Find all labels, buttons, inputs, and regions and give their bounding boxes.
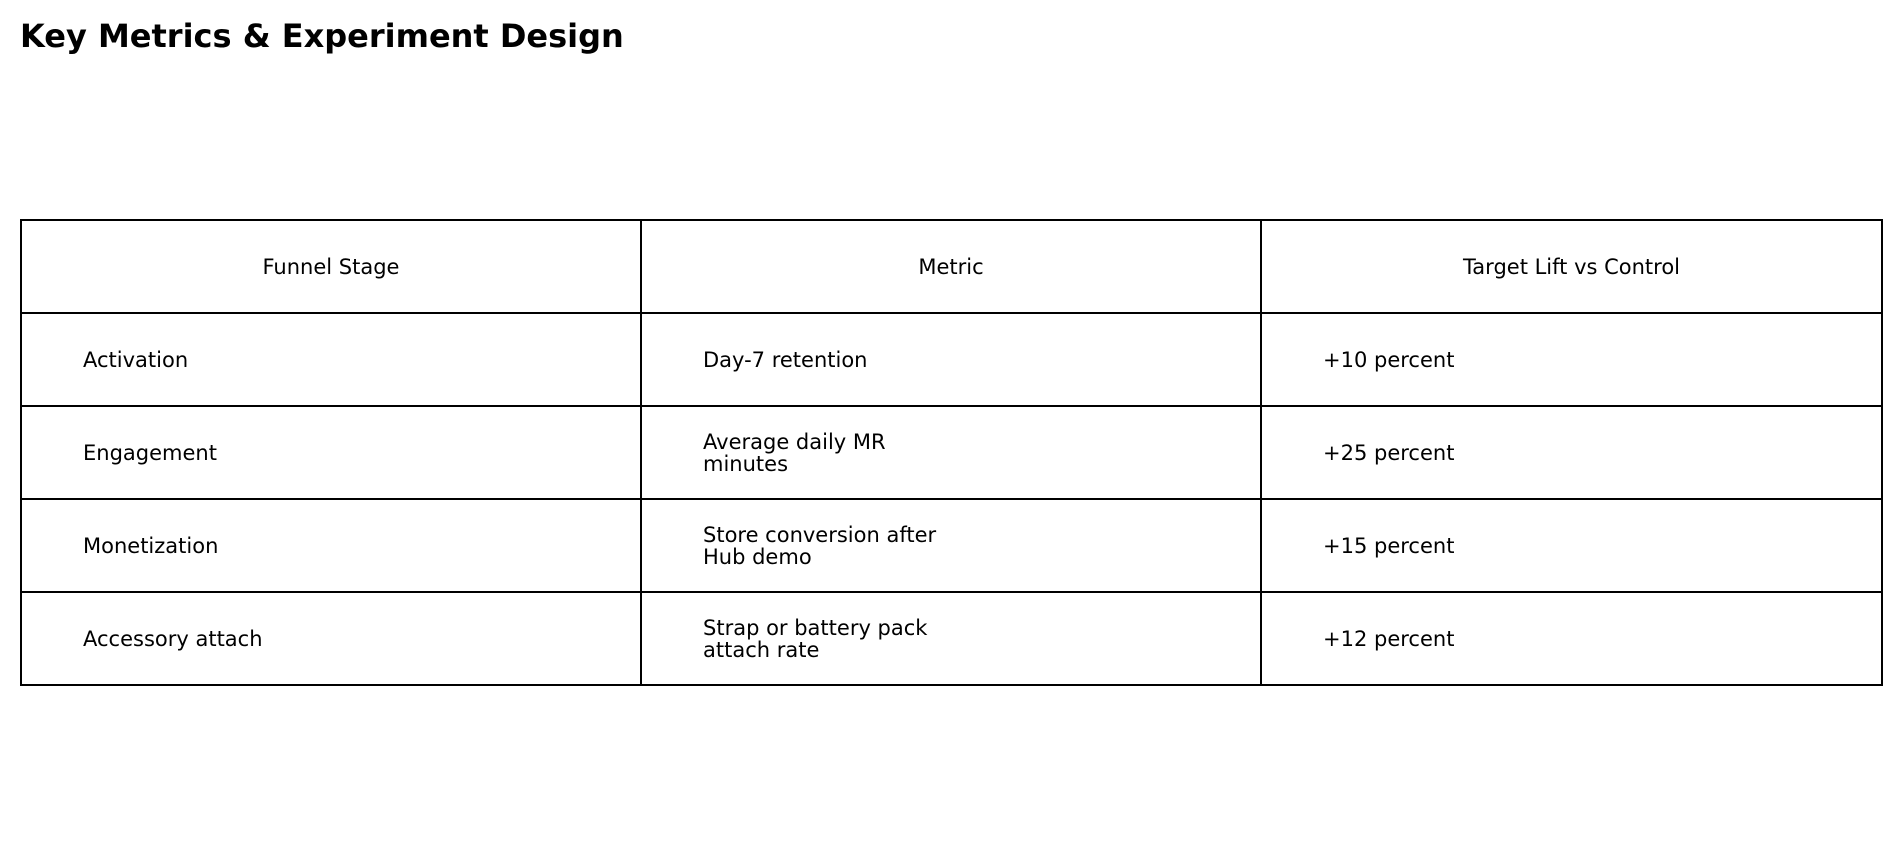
metric-label: Average daily MR minutes [703,429,886,476]
metric-cell [641,313,1261,406]
funnel-stage-label: Monetization [83,533,219,558]
metric-label: Store conversion after Hub demo [703,522,937,569]
table-row [21,313,1882,406]
table-header-row [21,220,1882,313]
target-lift-value: +25 percent [1323,440,1455,465]
metric-label: Day-7 retention [703,347,868,372]
metric-cell [641,592,1261,685]
target-lift-cell [1261,313,1882,406]
metrics-table [20,219,1883,686]
funnel-stage-label: Accessory attach [83,626,263,651]
funnel-stage-cell [21,313,641,406]
column-header-target-lift [1261,220,1882,313]
metric-label: Strap or battery pack attach rate [703,615,928,662]
column-header-label: Metric [918,254,984,279]
page-title: Key Metrics & Experiment Design [20,17,624,55]
target-lift-value: +15 percent [1323,533,1455,558]
funnel-stage-cell [21,499,641,592]
table-row [21,406,1882,499]
funnel-stage-cell [21,406,641,499]
target-lift-cell [1261,406,1882,499]
target-lift-value: +10 percent [1323,347,1455,372]
column-header-label: Funnel Stage [262,254,400,279]
target-lift-value: +12 percent [1323,626,1455,651]
column-header-label: Target Lift vs Control [1462,254,1681,279]
table-row [21,499,1882,592]
funnel-stage-label: Activation [83,347,189,372]
metric-cell [641,499,1261,592]
column-header-funnel-stage [21,220,641,313]
target-lift-cell [1261,592,1882,685]
metric-cell [641,406,1261,499]
column-header-metric [641,220,1261,313]
funnel-stage-label: Engagement [83,440,217,465]
funnel-stage-cell [21,592,641,685]
table-row [21,592,1882,685]
target-lift-cell [1261,499,1882,592]
